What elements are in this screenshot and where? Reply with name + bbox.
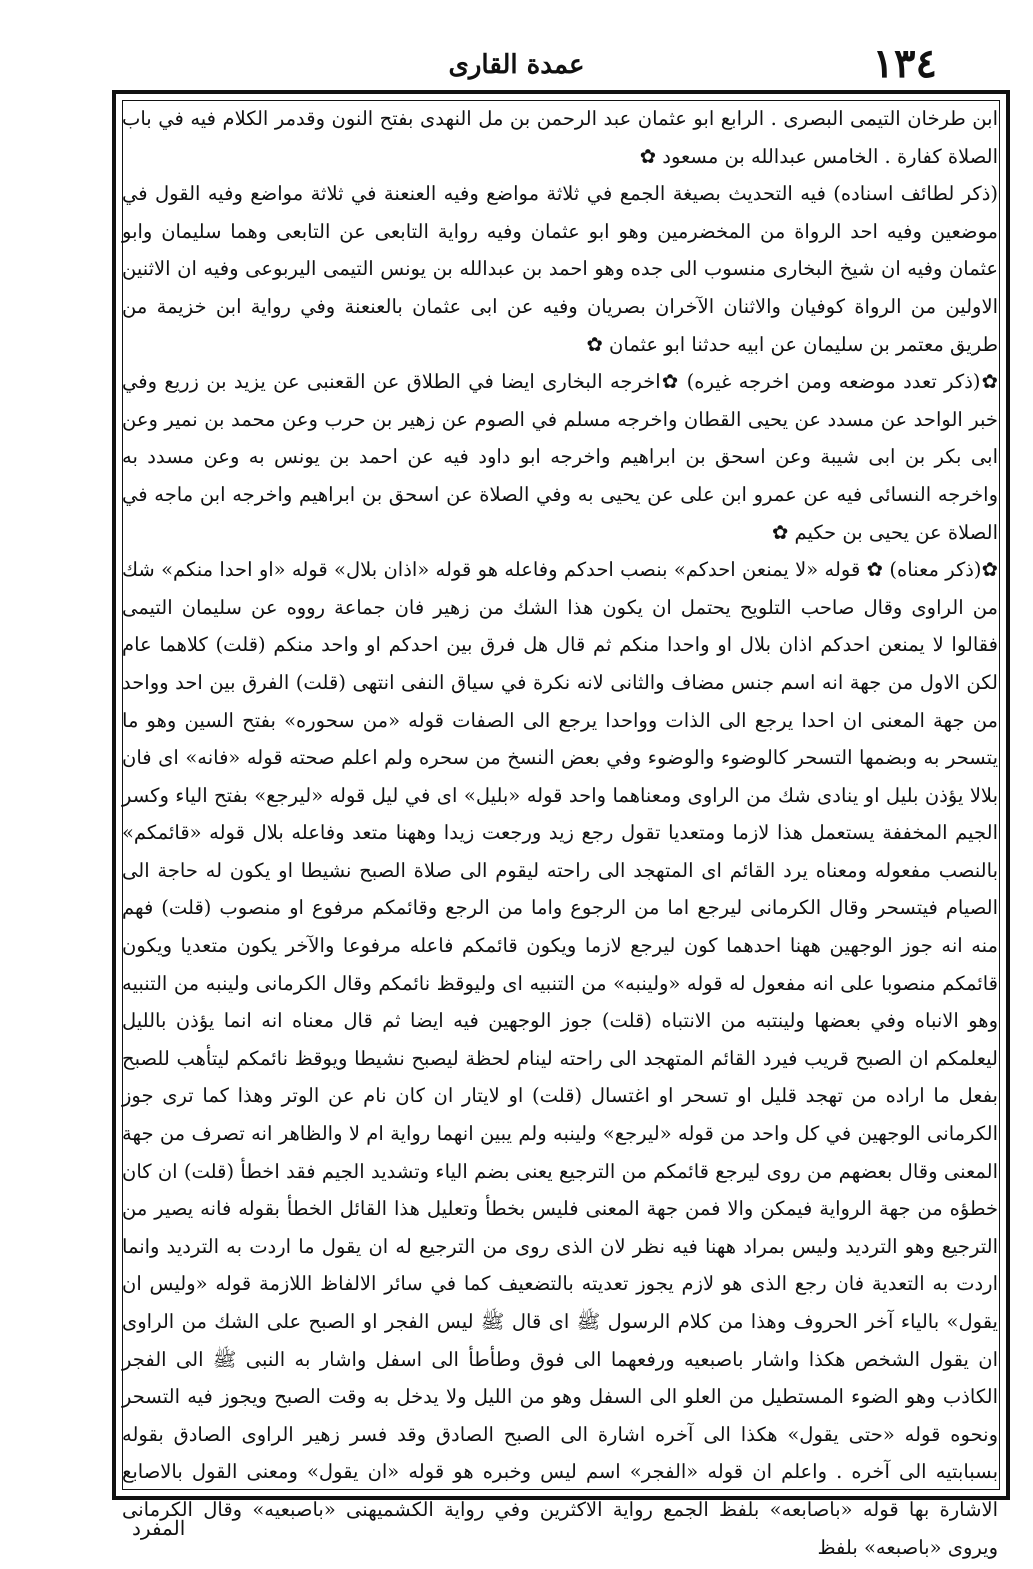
catch-word: المفرد bbox=[132, 1516, 186, 1540]
page-number: ١٣٤ bbox=[872, 40, 937, 87]
paragraph-other-narrations: ✿(ذكر تعدد موضعه ومن اخرجه غيره) ✿اخرجه البخارى ايضا في الطلاق عن القعنبى عن يزيد بن زريع وفي خبر الواحد عن مسدد عن يحيى القطان واخرجه مسلم في الصوم عن زهير بن حرب وعن محمد بن نمير وعن ابى بكر بن ابى شيبة وعن اسحق بن ابراهيم واخرجه ابو داود فيه عن احمد بن يونس به وعن مسدد به واخرجه النسائى فيه عن عمرو ابن على عن يحيى به وفي الصلاة عن اسحق بن ابراهيم واخرجه ابن ماجه في الصلاة عن يحيى بن حكيم ✿ bbox=[122, 370, 998, 544]
page-header bbox=[0, 40, 1033, 90]
book-title: عمدة القارى bbox=[448, 50, 585, 80]
paragraph-narrators: ابن طرخان التيمى البصرى . الرابع ابو عثمان عبد الرحمن بن مل النهدى بفتح النون وقدمر الكلام فيه في باب الصلاة كفارة . الخامس عبدالله بن مسعود ✿ bbox=[122, 107, 998, 168]
paragraph-meaning: ✿(ذكر معناه) ✿ قوله «لا يمنعن احدكم» بنصب احدكم وفاعله هو قوله «اذان بلال» قوله «او احدا منكم» شك من الراوى وقال صاحب التلويح يحتمل ان يكون هذا الشك من زهير فان جماعة رووه عن سليمان التيمى فقالوا لا يمنعن احدكم اذان بلال او واحدا منكم ثم قال هل فرق بين احدكم او واحد منكم (قلت) كلاهما عام لكن الاول من جهة انه اسم جنس مضاف والثانى لانه نكرة في سياق النفى انتهى (قلت) الفرق بين احد وواحد من جهة المعنى ان احدا يرجع الى الذات وواحدا يرجع الى الصفات قوله «من سحوره» بفتح السين وهو ما يتسحر به وبضمها التسحر كالوضوء والوضوء وفي بعض النسخ من سحره ولم اعلم صحته قوله «فانه» اى فان بلالا يؤذن بليل او ينادى شك من الراوى ومعناهما واحد قوله «بليل» اى في ليل قوله «ليرجع» بفتح الياء وكسر الجيم المخففة يستعمل هذا لازما ومتعديا تقول رجع زيد ورجعت زيدا وههنا متعد وفاعله بلال قوله «قائمكم» بالنصب مفعوله ومعناه يرد القائم اى المتهجد الى راحته ليقوم الى صلاة الصبح نشيطا او يكون له حاجة الى الصيام فيتسحر وقال الكرمانى ليرجع اما من الرجوع واما من الرجع وقائمكم مرفوع او منصوب (قلت) فهم منه انه جوز الوجهين ههنا احدهما كون ليرجع لازما ويكون قائمكم فاعله مرفوعا والآخر يكون متعديا ويكون قائمكم منصوبا على انه مفعول له قوله «ولينبه» من التنبيه اى وليوقظ نائمكم وقال الكرمانى ولينبه من التنبيه وهو الانباه وفي بعضها ولينتبه من الانتباه (قلت) جوز الوجهين فيه ايضا ثم قال معناه انه انما يؤذن بالليل ليعلمكم ان الصبح قريب فيرد القائم المتهجد الى راحته لينام لحظة ليصبح نشيطا ويوقظ نائمكم ليتأهب للصبح بفعل ما اراده من تهجد قليل او تسحر او اغتسال (قلت) او لايتار ان كان نام عن الوتر وهذا كما ترى جوز الكرمانى الوجهين في كل واحد من قوله «ليرجع» ولينبه ولم يبين انهما رواية ام لا والظاهر انه تصرف من جهة المعنى وقال بعضهم من روى ليرجع قائمكم من الترجيع يعنى بضم الياء وتشديد الجيم فقد اخطأ (قلت) ان كان خطؤه من جهة الرواية فيمكن والا فمن جهة المعنى فليس بخطأ وتعليل هذا القائل الخطأ بقوله فانه يصير من الترجيع وهو الترديد وليس بمراد ههنا فيه نظر لان الذى روى من الترجيع له ان يقول ما اردت به الترديد وانما اردت به التعدية فان رجع الذى هو لازم يجوز تعديته بالتضعيف كما في سائر الالفاظ اللازمة قوله «وليس ان يقول» بالياء آخر الحروف وهذا من كلام الرسول ﷺ اى قال ﷺ ليس الفجر او الصبح على الشك من الراوى ان يقول الشخص هكذا واشار باصبعيه ورفعهما الى فوق وطأطأ الى اسفل واشار به النبى ﷺ الى الفجر الكاذب وهو الضوء المستطيل من العلو الى السفل وهو من الليل ولا يدخل به وقت الصبح ويجوز فيه التسحر ونحوه قوله «حتى يقول» هكذا الى آخره اشارة الى الصبح الصادق وقد فسر زهير الراوى الصادق بقوله بسبابتيه الى آخره . واعلم ان قوله «الفجر» اسم ليس وخبره هو قوله «ان يقول» ومعنى القول بالاصابع الاشارة بها قوله «باصابعه» بلفظ الجمع رواية الاكثرين وفي رواية الكشميهنى «باصبعيه» وقال الكرمانى ويروى «باصبعه» بلفظ bbox=[122, 558, 998, 1559]
paragraph-isnad-subtleties: (ذكر لطائف اسناده) فيه التحديث بصيغة الجمع في ثلاثة مواضع وفيه العنعنة في ثلاثة مواضع وفيه القول في موضعين وفيه احد الرواة من المخضرمين وهو ابو عثمان وفيه رواية التابعى عن التابعى وهما سليمان وابو عثمان وفيه ان شيخ البخارى منسوب الى جده وهو احمد بن عبدالله بن يونس التيمى اليربوعى وفيه ان الاثنين الاولين من الرواة كوفيان والاثنان الآخران بصريان وفيه عن ابى عثمان بالعنعنة وفي رواية ابن خزيمة من طريق معتمر بن سليمان عن ابيه حدثنا ابو عثمان ✿ bbox=[122, 182, 998, 356]
